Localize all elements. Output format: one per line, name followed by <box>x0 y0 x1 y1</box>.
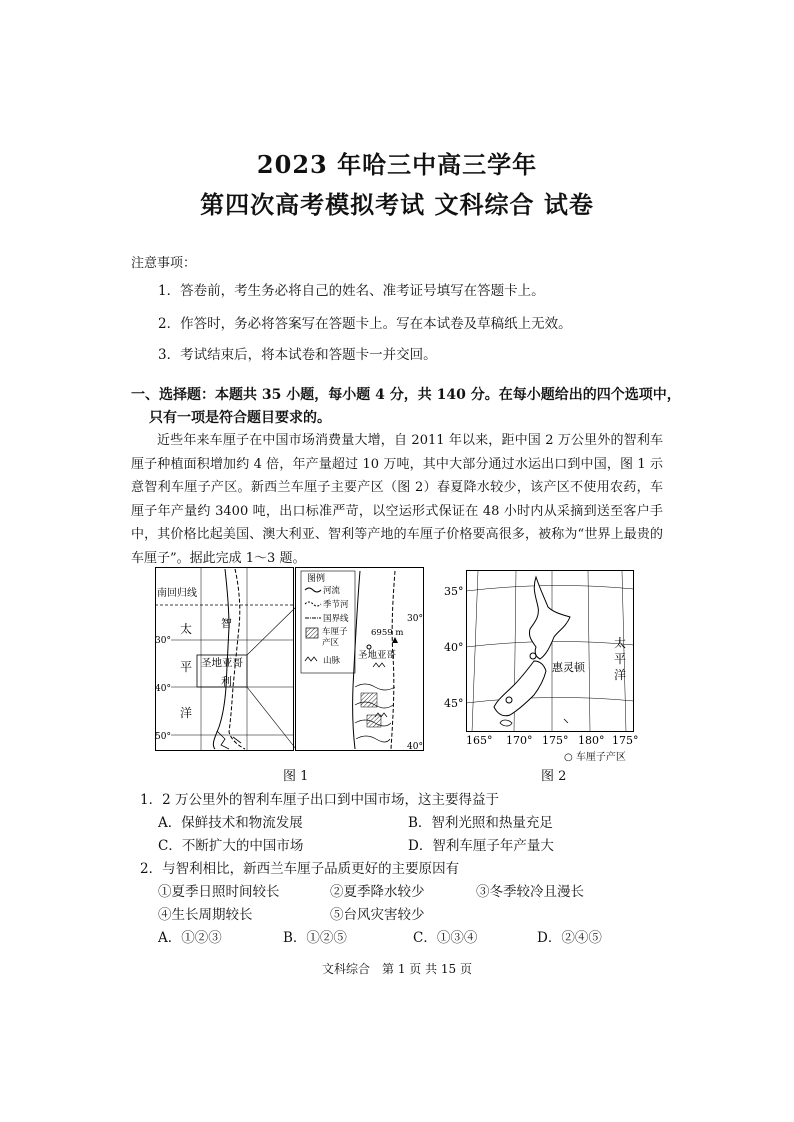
exam-title-line2 <box>0 185 794 220</box>
q2-statement-2: ②夏季降水较少 <box>330 884 425 900</box>
title-part-c: 试卷 <box>534 190 594 219</box>
fig2-lon-label-170: 170° <box>506 734 533 747</box>
legend-seasonal: 季节河 <box>323 600 349 610</box>
tropic-label: 南回归线 <box>157 588 197 599</box>
fig1-city-label: 圣地亚哥 <box>201 657 243 669</box>
fig2-ocean-1: 太 <box>614 636 627 650</box>
inset-lat-30: 30° <box>407 614 423 624</box>
section-heading-line2: 只有一项是符合题目要求的。 <box>149 410 331 426</box>
nz-production-area <box>506 697 512 703</box>
fig1-lat-50: 50° <box>155 732 171 742</box>
south-island <box>494 661 546 716</box>
fig1-country-1: 智 <box>221 617 232 630</box>
title-subject: 文科综合 <box>434 191 535 219</box>
inset-city-dot <box>367 645 371 649</box>
passage-text: 近些年来车厘子在中国市场消费量大增，自 2011 年以来，距中国 2 万公里外的智利车厘子种植面积增加约 4 倍，年产量超过 10 万吨，其中大部分通过水运出口到中国，图 1 示意智利车厘子产区。新西兰车厘子主要产区（图 2）春夏降水较少，该产区不使用农药，车厘子年产量约 3400 吨，出口标准严苛，以空运形式保证在 48 小时内从采摘到送至客户手中，其价格比起美国、澳大利亚、智利等产地的车厘子价格要高很多，被称为“世界上最贵的车厘子”。据此完成 1～3 题。 <box>131 433 663 566</box>
fig1-leader-line-1 <box>247 607 296 655</box>
q2-statement-3: ③冬季较冷且漫长 <box>476 884 584 900</box>
inset-production-area-2 <box>367 715 381 727</box>
q2-option-a: A．①②③ <box>158 930 222 946</box>
q2-option-b: B．①②⑤ <box>283 930 347 946</box>
notice-item-3: 3．考试结束后，将本试卷和答题卡一并交回。 <box>158 347 437 363</box>
inset-lat-40: 40° <box>407 742 423 752</box>
fig1-lat-40: 40° <box>155 684 171 694</box>
fig2-ocean-2: 平 <box>614 652 627 666</box>
figure1-caption: 图 1 <box>283 769 309 784</box>
patagonia-islands <box>217 731 241 749</box>
inset-city-label: 圣地亚哥 <box>358 650 397 661</box>
title-part-a: 第四次高考模拟考试 <box>200 190 435 219</box>
fig2-lat-label-35: 35° <box>444 585 464 598</box>
notice-item-2: 2．作答时，务必将答案写在答题卡上。写在本试卷及草稿纸上无效。 <box>158 316 572 332</box>
fig2-lon-label-180: 180° <box>578 734 605 747</box>
page-footer: 文科综合 第 1 页 共 15 页 <box>322 962 472 976</box>
fig2-lat-45 <box>466 697 634 703</box>
q1-stem: 1．2 万公里外的智利车厘子出口到中国市场，这主要得益于 <box>140 792 499 808</box>
north-island <box>529 577 570 659</box>
fig2-lon-165 <box>472 571 478 732</box>
legend-area-symbol <box>306 628 318 638</box>
fig1-ocean-2: 平 <box>180 660 193 674</box>
notice-heading: 注意事项： <box>131 256 197 271</box>
fig2-lon-label-175w: 175° <box>612 734 639 747</box>
legend-title: 图例 <box>307 574 326 584</box>
reading-passage <box>131 429 663 570</box>
q1-option-c: C．不断扩大的中国市场 <box>158 838 304 854</box>
legend-border: 国界线 <box>323 614 349 624</box>
fig1-leader-line-2 <box>247 687 296 749</box>
fig2-legend: ○ 车厘子产区 <box>564 752 626 763</box>
inset-peak-label: 6959 m <box>371 628 404 638</box>
figure2-caption: 图 2 <box>541 769 567 784</box>
q2-stem: 2．与智利相比，新西兰车厘子品质更好的主要原因有 <box>140 861 460 877</box>
legend-river: 河流 <box>323 586 341 596</box>
q2-statement-4: ④生长周期较长 <box>158 907 253 923</box>
fig1-lat-30: 30° <box>155 636 171 646</box>
legend-mountain: 山脉 <box>323 656 341 666</box>
fig2-lat-label-40: 40° <box>444 641 464 654</box>
q1-option-a: A．保鲜技术和物流发展 <box>158 815 303 831</box>
exam-title-line1: 2023 年哈三中高三学年 <box>256 150 538 179</box>
fig1-ocean-1: 太 <box>180 622 193 636</box>
stewart-island <box>500 720 512 726</box>
section-heading-line1: 一、选择题：本题共 35 小题，每小题 4 分，共 140 分。在每小题给出的四个选项中， <box>131 387 681 403</box>
fig2-ocean-3: 洋 <box>614 668 627 682</box>
q2-option-c: C．①③④ <box>413 930 478 946</box>
q2-option-d: D．②④⑤ <box>537 930 602 946</box>
fig2-lat-label-45: 45° <box>444 697 464 710</box>
fig1-ocean-3: 洋 <box>180 706 193 720</box>
fig2-city-label: 惠灵顿 <box>552 661 585 674</box>
legend-area-1: 车厘子 <box>322 627 348 637</box>
fig2-lon-label-165: 165° <box>466 734 493 747</box>
q1-option-d: D．智利车厘子年产量大 <box>408 838 554 854</box>
fig2-lon-180 <box>588 571 590 732</box>
fig1-country-2: 利 <box>221 675 232 688</box>
figure2-new-zealand-map <box>440 567 640 767</box>
figure1-chile-map <box>155 567 425 752</box>
chatham-mark <box>564 719 568 723</box>
fig2-lon-label-175: 175° <box>542 734 569 747</box>
legend-area-2: 产区 <box>322 638 340 648</box>
fig2-frame <box>467 571 634 732</box>
inset-production-area-1 <box>361 693 377 707</box>
fig2-lat-35 <box>466 585 634 591</box>
notice-item-1: 1．答卷前，考生务必将自己的姓名、准考证号填写在答题卡上。 <box>158 283 545 299</box>
q2-statement-1: ①夏季日照时间较长 <box>158 884 280 900</box>
inset-rivers <box>355 684 395 742</box>
q2-statement-5: ⑤台风灾害较少 <box>330 907 425 923</box>
wellington-marker <box>530 653 536 659</box>
q1-option-b: B．智利光照和热量充足 <box>408 815 553 831</box>
